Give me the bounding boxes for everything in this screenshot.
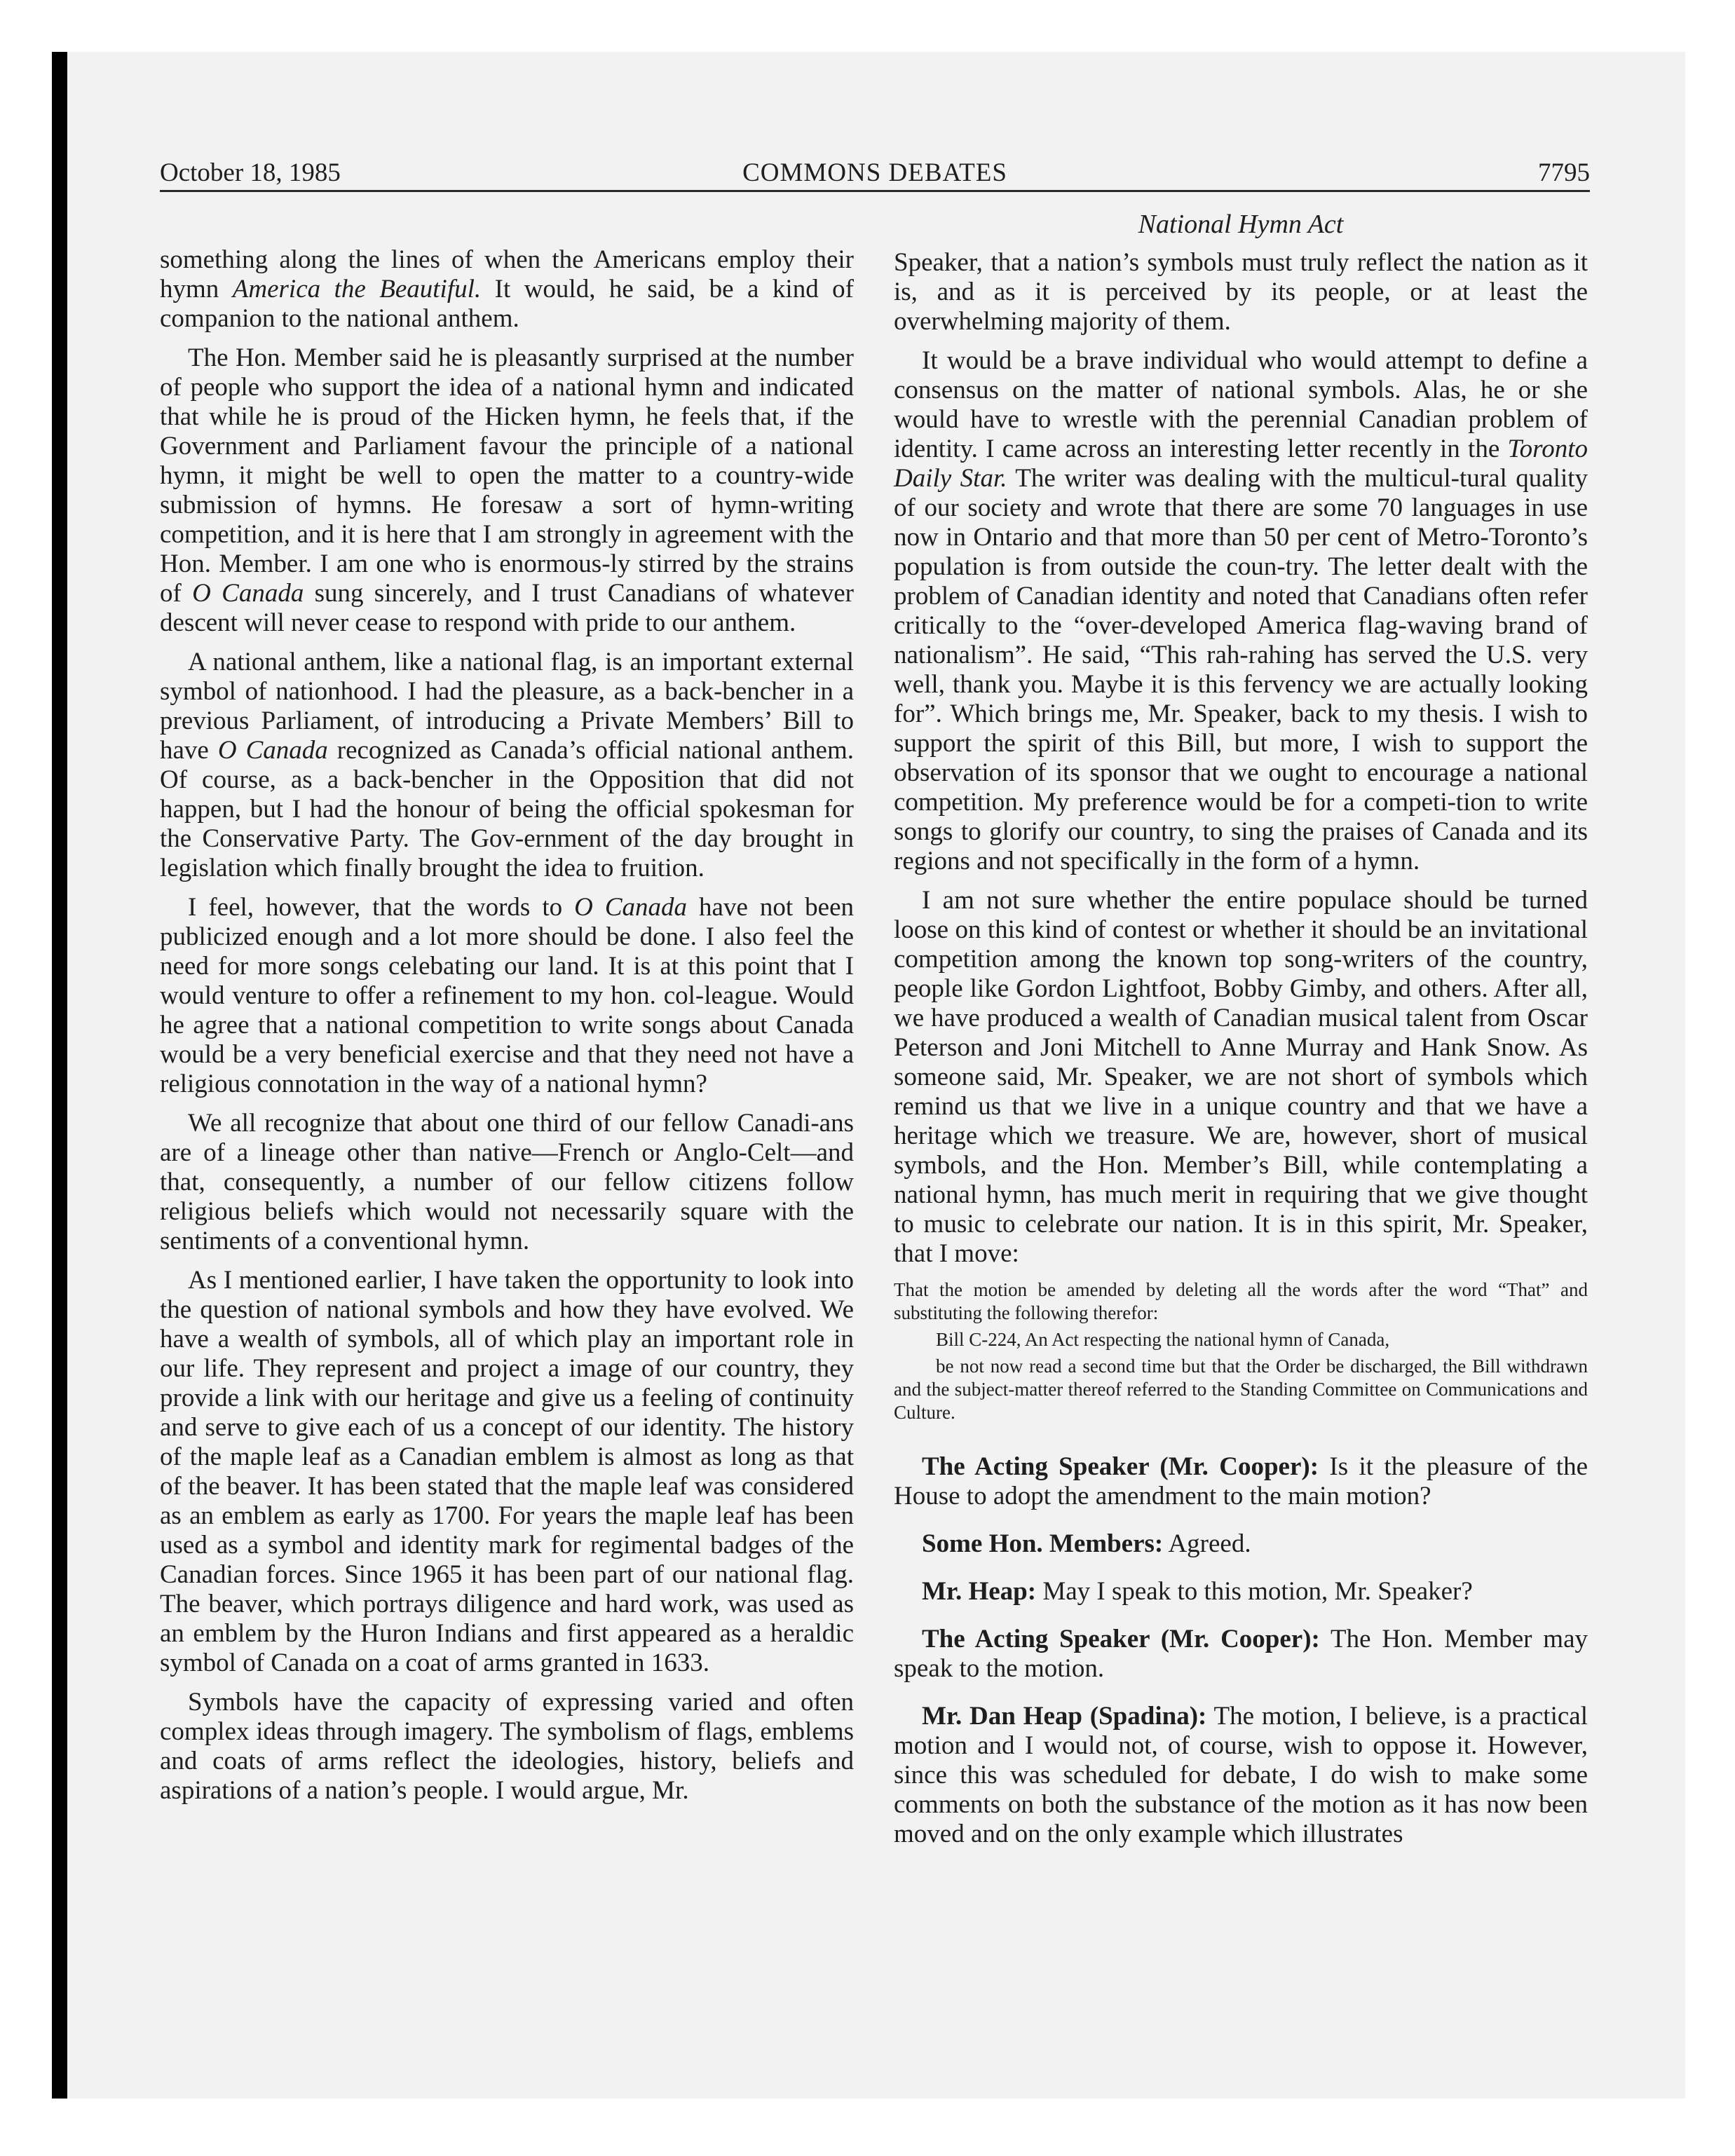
page-header bbox=[160, 156, 1590, 191]
paragraph: The Hon. Member said he is pleasantly surprised at the number of people who support the idea of a national hymn and indicated that while he is proud of the Hicken hymn, he feels that, if the Government and Parliament favour the principle of a national hymn, it might be well to open the matter to a country-wide submission of hymns. He foresaw a sort of hymn-writing competition, and it is here that I am strongly in agreement with the Hon. Member. I am one who is enormous-ly stirred by the strains of O Canada sung sincerely, and I trust Canadians of whatever descent will never cease to respond with pride to our anthem. bbox=[160, 343, 855, 637]
paragraph: I feel, however, that the words to O Canada have not been publicized enough and a lot more should be done. I also feel the need for more songs celebating our land. It is at this point that I would venture to offer a refinement to my hon. col-league. Would he agree that a national competition to write songs about Canada would be a very beneficial exercise and that they need not have a religious connotation in the way of a national hymn? bbox=[160, 893, 854, 1098]
motion-line: That the motion be amended by deleting all the words after the word “That” and substituting the following therefor: bbox=[894, 1279, 1588, 1323]
speech-dan-heap: Mr. Dan Heap (Spadina): The motion, I believe, is a practical motion and I would not, of course, wish to oppose it. However, since this was scheduled for debate, I do wish to make some comments on both the substance of the motion as it has now been moved and on the only example which illustrates bbox=[894, 1702, 1588, 1848]
paragraph: something along the lines of when the Americans employ their hymn America the Beautiful. It would, he said, be a kind of companion to the national anthem. bbox=[160, 245, 854, 333]
speech-members: Some Hon. Members: Agreed. bbox=[922, 1529, 1251, 1558]
paragraph: Symbols have the capacity of expressing varied and often complex ideas through imagery. The symbolism of flags, emblems and coats of arms reflect the ideologies, history, beliefs and aspirations of a nation’s people. I would argue, Mr. bbox=[160, 1688, 854, 1805]
paragraph: A national anthem, like a national flag, is an important external symbol of nationhood. I had the pleasure, as a back-bencher in a previous Parliament, of introducing a Private Members’ Bill to have O Canada recognized as Canada’s official national anthem. Of course, as a back-bencher in the Opposition that did not happen, but I had the honour of being the official spokesman for the Conservative Party. The Gov-ernment of the day brought in legislation which finally brought the idea to fruition. bbox=[160, 648, 854, 882]
speech-acting-speaker-2: The Acting Speaker (Mr. Cooper): The Hon. Member may speak to the motion. bbox=[894, 1625, 1588, 1683]
motion-line: be not now read a second time but that the Order be discharged, the Bill withdrawn and the subject-matter thereof referred to the Standing Committee on Communications and Culture. bbox=[894, 1356, 1588, 1423]
motion-line: Bill C-224, An Act respecting the national hymn of Canada, bbox=[936, 1329, 1390, 1350]
speech-heap: Mr. Heap: May I speak to this motion, Mr. Speaker? bbox=[922, 1577, 1473, 1606]
right-column bbox=[894, 248, 1588, 1867]
page-number: 7795 bbox=[1538, 158, 1590, 187]
paragraph: Speaker, that a nation’s symbols must truly reflect the nation as it is, and as it is perceived by its people, or at least the overwhelming majority of them. bbox=[894, 248, 1588, 336]
speech-acting-speaker: The Acting Speaker (Mr. Cooper): Is it the pleasure of the House to adopt the amendment to the main motion? bbox=[894, 1452, 1588, 1510]
header-date: October 18, 1985 bbox=[160, 158, 341, 187]
paragraph: It would be a brave individual who would attempt to define a consensus on the matter of national symbols. Alas, he or she would have to wrestle with the perennial Canadian problem of identity. I came across an interesting letter recently in the Toronto Daily Star. The writer was dealing with the multicul-tural quality of our society and wrote that there are some 70 languages in use now in Ontario and that more than 50 per cent of Metro-Toronto’s population is from outside the coun-try. The letter dealt with the problem of Canadian identity and noted that Canadians often refer critically to the “over-developed America flag-waving brand of nationalism”. He said, “This rah-rahing has served the U.S. very well, thank you. Maybe it is this fervency we are actually looking for”. Which brings me, Mr. Speaker, back to my thesis. I wish to support the spirit of this Bill, but more, I wish to support the observation of its sponsor that we ought to encourage a national competition. My preference would be for a competi-tion to write songs to glorify our country, to sing the praises of Canada and its regions and not specifically in the form of a hymn. bbox=[894, 346, 1588, 875]
paragraph: We all recognize that about one third of our fellow Canadi-ans are of a lineage other than native—French or Anglo-Celt—and that, consequently, a number of our fellow citizens follow religious beliefs which would not necessarily square with the sentiments of a conventional hymn. bbox=[160, 1109, 854, 1255]
header-title: COMMONS DEBATES bbox=[742, 158, 1007, 187]
motion-text bbox=[894, 1278, 1588, 1424]
header-rule bbox=[160, 190, 1590, 192]
running-head: National Hymn Act bbox=[1138, 210, 1344, 239]
paragraph: I am not sure whether the entire populace should be turned loose on this kind of contest or whether it should be an invitational competition among the known top song-writers of the country, people like Gordon Lightfoot, Bobby Gimby, and others. After all, we have produced a wealth of Canadian musical talent from Oscar Peterson and Joni Mitchell to Anne Murray and Hank Snow. As someone said, Mr. Speaker, we are not short of symbols which remind us that we live in a unique country and that we have a heritage which we treasure. We are, however, short of musical symbols, and the Hon. Member’s Bill, while contemplating a national hymn, has much merit in requiring that we give thought to music to celebrate our nation. It is in this spirit, Mr. Speaker, that I move: bbox=[894, 886, 1588, 1268]
paragraph: As I mentioned earlier, I have taken the opportunity to look into the question of national symbols and how they have evolved. We have a wealth of symbols, all of which play an important role in our life. They represent and project a image of our country, they provide a link with our heritage and give us a feeling of continuity and serve to give each of us a concept of our identity. The history of the maple leaf as a Canadian emblem is almost as long as that of the beaver. It has been stated that the maple leaf was considered as an emblem as early as 1700. For years the maple leaf has been used as a symbol and identity mark for regimental badges of the Canadian forces. Since 1965 it has been part of our national flag. The beaver, which portrays diligence and hard work, was used as an emblem by the Huron Indians and first appeared as a heraldic symbol of Canada on a coat of arms granted in 1633. bbox=[160, 1266, 854, 1677]
binding-edge bbox=[52, 52, 67, 2099]
left-column bbox=[160, 245, 854, 1815]
